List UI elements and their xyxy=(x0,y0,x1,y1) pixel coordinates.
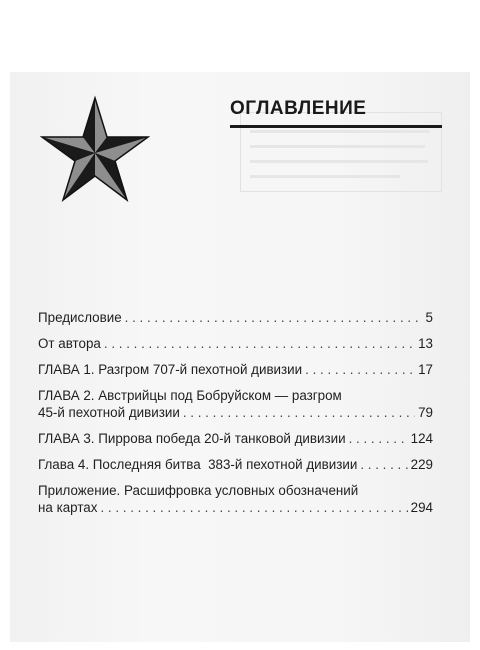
toc-entry-title: Предисловие xyxy=(38,310,122,325)
toc-entry-title: ГЛАВА 1. Разгром 707-й пехотной дивизии xyxy=(38,362,303,377)
toc-page-number: 229 xyxy=(410,457,433,472)
toc-title: ОГЛАВЛЕНИЕ xyxy=(230,98,367,119)
toc-entry-chapter-1[interactable] xyxy=(38,362,433,378)
toc-entry-preface[interactable] xyxy=(38,310,433,326)
toc-entry-title-line1: ГЛАВА 2. Австрийцы под Бобруйском — разгром xyxy=(38,388,342,403)
bleed-through-line xyxy=(250,145,425,148)
toc-entry-chapter-3[interactable] xyxy=(38,431,433,447)
leader-dots xyxy=(100,500,407,516)
leader-dots xyxy=(183,405,415,421)
toc-entry-chapter-4[interactable] xyxy=(38,457,433,473)
toc-entry-title-line1: Приложение. Расшифровка условных обозначений xyxy=(38,483,359,498)
bleed-through-line xyxy=(250,175,400,178)
title-underline xyxy=(230,125,442,128)
toc-entry-title: 45-й пехотной дивизии xyxy=(38,405,180,420)
toc-page-number: 79 xyxy=(418,405,433,420)
toc-entry-title: ГЛАВА 3. Пиррова победа 20-й танковой дивизии xyxy=(38,431,346,446)
toc-page-number: 17 xyxy=(418,362,433,377)
star-icon xyxy=(40,95,150,205)
toc-page-number: 294 xyxy=(410,500,433,515)
toc-page-number: 5 xyxy=(425,310,433,325)
toc-entry-appendix[interactable] xyxy=(38,482,433,516)
toc-entry-chapter-2[interactable] xyxy=(38,387,433,421)
leader-dots xyxy=(125,310,423,326)
bleed-through-box xyxy=(240,112,442,192)
leader-dots xyxy=(305,362,415,378)
bleed-through-line xyxy=(250,130,430,133)
toc-entry-title: От автора xyxy=(38,336,101,351)
toc-page-number: 13 xyxy=(418,336,433,351)
toc-entry-title: Глава 4. Последняя битва 383-й пехотной дивизии xyxy=(38,457,358,472)
leader-dots xyxy=(349,431,408,447)
leader-dots xyxy=(104,336,415,352)
toc-entry-from-author[interactable] xyxy=(38,336,433,352)
toc-page-number: 124 xyxy=(410,431,433,446)
leader-dots xyxy=(360,457,407,473)
toc-entry-title: на картах xyxy=(38,500,98,515)
bleed-through-line xyxy=(250,160,428,163)
